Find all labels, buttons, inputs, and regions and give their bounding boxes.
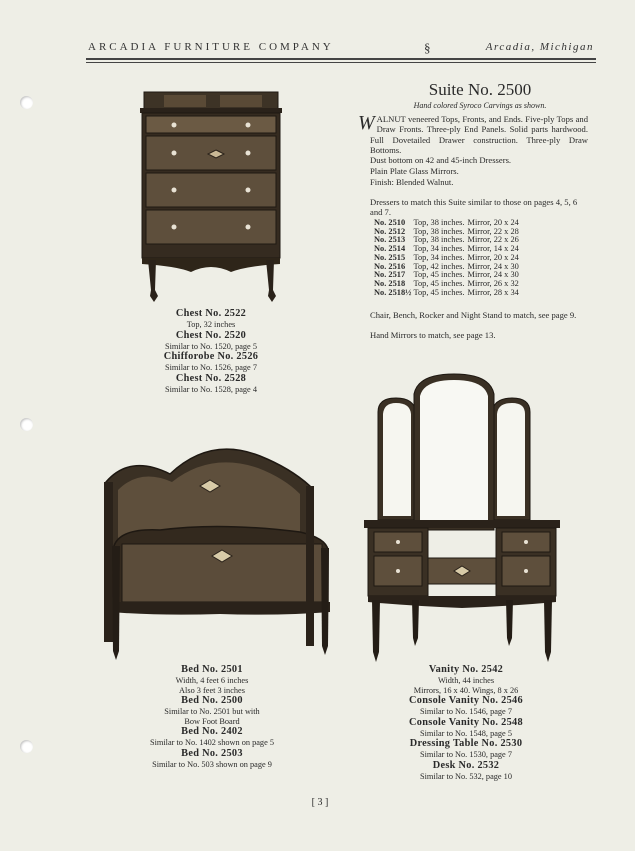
table-row: No. 2515 Top, 34 inches. Mirror, 20 x 24 <box>374 252 519 262</box>
dresser-table <box>374 219 522 297</box>
table-row: No. 2517 Top, 45 inches. Mirror, 24 x 30 <box>374 270 519 280</box>
chifforobe-2526-title: Chifforobe No. 2526 <box>163 351 259 362</box>
chest-2522-title: Chest No. 2522 <box>175 308 247 319</box>
bed-2402-note: Similar to No. 1402 shown on page 5 <box>150 738 274 747</box>
table-row: No. 2512 Top, 38 inches. Mirror, 22 x 28 <box>374 226 519 236</box>
dressing-table-2530-title: Dressing Table No. 2530 <box>409 738 523 749</box>
vanity-caption <box>384 664 548 781</box>
page-header <box>88 41 594 55</box>
table-row: No. 2514 Top, 34 inches. Mirror, 14 x 24 <box>374 244 519 254</box>
desk-2532-title: Desk No. 2532 <box>432 759 500 771</box>
dressers-intro: Dressers to match this Suite similar to those on pages 4, 5, 6 and 7. <box>370 197 578 218</box>
bed-2503-note: Similar to No. 503 shown on page 9 <box>152 759 272 769</box>
chest-2528-title: Chest No. 2528 <box>175 372 247 384</box>
company-location: Arcadia, Michigan <box>485 41 594 53</box>
chest-illustration <box>136 90 286 305</box>
console-vanity-2546-note: Similar to No. 1546, page 7 <box>420 707 512 716</box>
header-rule-thick <box>86 58 596 60</box>
chest-2520-title: Chest No. 2520 <box>175 329 247 341</box>
vanity-2542-title: Vanity No. 2542 <box>428 664 504 675</box>
desk-2532-note: Similar to No. 532, page 10 <box>420 771 512 781</box>
chest-2520-note: Similar to No. 1520, page 5 <box>165 341 257 351</box>
bed-2500-note: Similar to No. 2501 but with <box>164 707 260 716</box>
chest-2522-note: Top, 32 inches <box>186 320 236 329</box>
bed-2501-width: Width, 4 feet 6 inches <box>175 676 249 685</box>
company-name: ARCADIA FURNITURE COMPANY <box>88 41 334 53</box>
binder-hole-top <box>20 96 33 109</box>
bed-2500-note-2: Bow Foot Board <box>184 716 240 726</box>
dust-note: Dust bottom on 42 and 45-inch Dressers. <box>370 155 512 165</box>
bed-illustration <box>100 446 335 668</box>
header-rule-thin <box>86 62 596 63</box>
chair-note: Chair, Bench, Rocker and Night Stand to match, see page 9. <box>370 310 577 320</box>
vanity-illustration <box>362 370 562 665</box>
carvings-note: Hand colored Syroco Carvings as shown. <box>413 101 547 110</box>
vanity-2542-width: Width, 44 inches <box>437 676 495 685</box>
bed-caption <box>112 664 312 769</box>
construction-text: ALNUT veneered Tops, Fronts, and Ends. Five-ply Tops and Draw Fronts. Three-ply End Panels. Solid parts hardwood. Full Dovetailed Drawer construction. Three-ply Draw Bottoms. <box>370 114 588 155</box>
finish-note: Finish: Blended Walnut. <box>370 177 454 187</box>
table-row: No. 2518 Top, 45 inches. Mirror, 26 x 32 <box>374 278 519 288</box>
mirror-note: Plain Plate Glass Mirrors. <box>370 166 459 176</box>
bed-2501-alt-width: Also 3 feet 3 inches <box>179 685 245 695</box>
hand-mirrors-note: Hand Mirrors to match, see page 13. <box>370 330 496 340</box>
suite-description <box>358 112 588 155</box>
console-vanity-2546-title: Console Vanity No. 2546 <box>409 695 523 706</box>
bed-2402-title: Bed No. 2402 <box>181 726 243 737</box>
binder-hole-middle <box>20 418 33 431</box>
table-row: No. 2516 Top, 42 inches. Mirror, 24 x 30 <box>374 261 519 271</box>
console-vanity-2548-note: Similar to No. 1548, page 5 <box>420 728 512 738</box>
binder-hole-bottom <box>20 740 33 753</box>
dressing-table-2530-note: Similar to No. 1530, page 7 <box>420 750 512 759</box>
chifforobe-2526-note: Similar to No. 1526, page 7 <box>165 363 257 372</box>
table-row: No. 2518½ Top, 45 inches. Mirror, 28 x 34 <box>374 287 519 297</box>
bed-2503-title: Bed No. 2503 <box>181 747 243 759</box>
section-mark: § <box>424 40 431 55</box>
chest-caption <box>136 308 286 394</box>
table-row: No. 2513 Top, 38 inches. Mirror, 22 x 26 <box>374 235 519 245</box>
page-number: [ 3 ] <box>311 797 329 808</box>
drop-cap: W <box>358 112 375 134</box>
bed-2501-title: Bed No. 2501 <box>181 664 243 675</box>
suite-title: Suite No. 2500 <box>428 80 532 99</box>
table-row: No. 2510 Top, 38 inches. Mirror, 20 x 24 <box>374 218 519 227</box>
vanity-2542-mirrors: Mirrors, 16 x 40. Wings, 8 x 26 <box>413 685 519 695</box>
chest-2528-note: Similar to No. 1528, page 4 <box>165 384 257 394</box>
console-vanity-2548-title: Console Vanity No. 2548 <box>409 716 523 728</box>
bed-2500-title: Bed No. 2500 <box>181 695 243 706</box>
